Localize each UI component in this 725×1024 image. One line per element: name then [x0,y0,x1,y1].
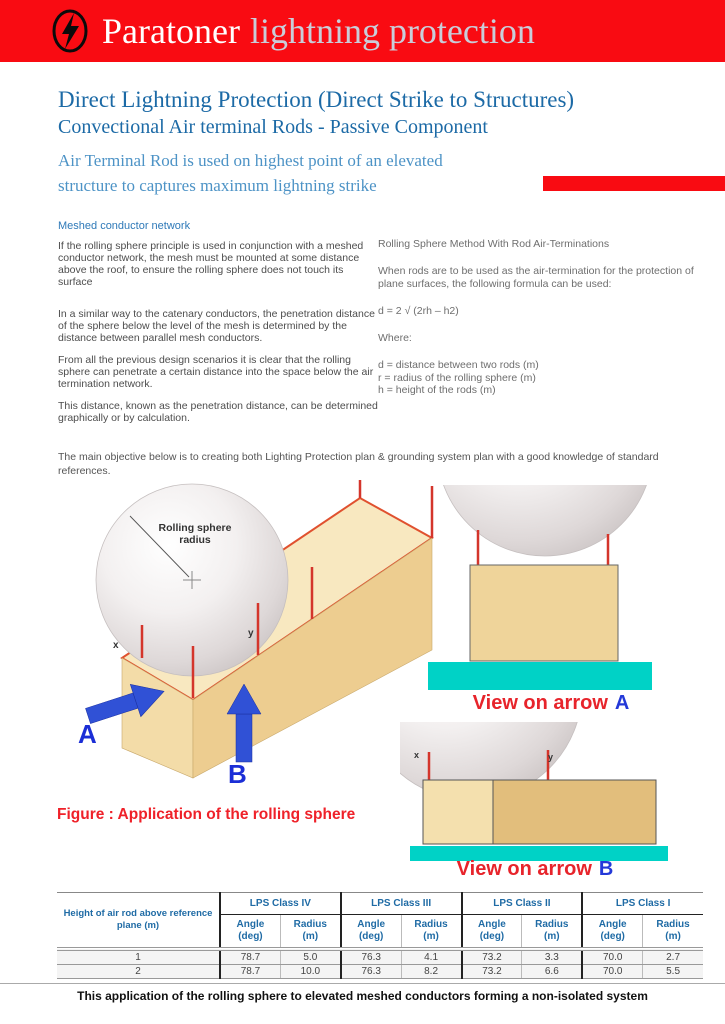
diagram-canvas [0,480,725,890]
section-heading-meshed: Meshed conductor network [58,220,191,232]
table-cell: 2.7 [643,949,703,965]
tagline-line: structure to captures maximum lightning strike [58,176,377,195]
formula-text: d = 2 √ (2rh – h2) [378,305,459,317]
axis-x-label: x [113,640,119,651]
header-banner [0,0,725,62]
angle-header: Angle (deg) [220,915,280,950]
table-row [57,965,703,979]
class-group-header: LPS Class I [582,893,703,915]
radius-header: Radius (m) [643,915,703,950]
arrow-b-label: B [228,759,247,789]
class-group-header: LPS Class III [341,893,462,915]
view-b-box-left [423,780,493,844]
lps-table [57,892,703,979]
axis-x-label: x [414,750,420,760]
body-paragraph: In a similar way to the catenary conductors, the penetration distance of the sphere below the level of the mesh is determined by the distance between parallel mesh conductors. [58,308,375,344]
table-cell: 73.2 [462,949,522,965]
tagline-line: Air Terminal Rod is used on highest point of an elevated [58,151,443,170]
body-paragraph: If the rolling sphere principle is used in conjunction with a meshed conductor network, the mesh must be mounted at some distance above the roof, to ensure the rolling sphere does not touch its surface [58,240,364,288]
table-cell: 76.3 [341,965,401,979]
axis-y-label: y [548,752,554,762]
view-b-box-right [493,780,656,844]
table-cell: 2 [57,965,220,979]
table-cell: 3.3 [522,949,582,965]
table-cell: 70.0 [582,949,642,965]
table-cell: 78.7 [220,965,280,979]
class-group-header: LPS Class II [462,893,583,915]
view-label-text: View on arrow [456,858,592,880]
lps-table-container [57,892,703,979]
footer-rule [0,983,725,984]
table-cell: 8.2 [401,965,461,979]
view-b-label [400,858,670,881]
table-cell: 73.2 [462,965,522,979]
right-column [378,238,708,397]
definition-line: r = radius of the rolling sphere (m) [378,371,536,384]
table-cell: 10.0 [280,965,340,979]
axis-y-label: y [248,628,254,639]
table-cell: 5.5 [643,965,703,979]
view-a-box [470,565,618,661]
brand-name: Paratoner [102,11,240,51]
body-paragraph: This distance, known as the penetration distance, can be determined graphically or by calculation. [58,400,378,424]
view-letter: B [598,858,614,880]
angle-header: Angle (deg) [462,915,522,950]
body-paragraph: From all the previous design scenarios it is clear that the rolling sphere can penetrate a certain distance into the space below the air termination network. [58,354,374,390]
where-label: Where: [378,332,412,344]
table-row-header: Height of air rod above reference plane (m) [57,893,220,950]
table-row [57,949,703,965]
view-a-sphere [437,480,653,556]
page-subtitle: Convectional Air terminal Rods - Passive Component [58,116,488,138]
table-cell: 70.0 [582,965,642,979]
table-cell: 4.1 [401,949,461,965]
footer-text: This application of the rolling sphere to elevated meshed conductors forming a non-isolated system [77,989,648,1003]
angle-header: Angle (deg) [341,915,401,950]
intro-block [58,86,708,198]
table-cell: 1 [57,949,220,965]
angle-header: Angle (deg) [582,915,642,950]
right-intro: When rods are to be used as the air-termination for the protection of plane surfaces, the following formula can be used: [378,265,694,290]
table-cell: 76.3 [341,949,401,965]
sphere-radius-label: Rolling sphere radius [158,522,232,546]
left-column [58,220,378,424]
class-group-header: LPS Class IV [220,893,341,915]
figure-caption: Figure : Application of the rolling sphere [57,806,356,823]
definition-line: d = distance between two rods (m) [378,359,539,371]
definition-line: h = height of the rods (m) [378,384,496,396]
brand-suffix: lightning protection [249,11,535,51]
arrow-a-label: A [78,719,97,749]
radius-header: Radius (m) [522,915,582,950]
page-title: Direct Lightning Protection (Direct Strike to Structures) [58,87,575,112]
right-heading: Rolling Sphere Method With Rod Air-Terminations [378,238,610,250]
radius-header: Radius (m) [401,915,461,950]
view-a-label [428,692,674,715]
table-cell: 5.0 [280,949,340,965]
view-letter: A [614,692,630,714]
view-a-ground-bar [428,662,652,690]
table-cell: 6.6 [522,965,582,979]
view-label-text: View on arrow [472,692,608,714]
table-cell: 78.7 [220,949,280,965]
radius-header: Radius (m) [280,915,340,950]
logo-lightning-icon [50,8,90,54]
objective-text: The main objective below is to creating both Lighting Protection plan & grounding system plan with a good knowledge of standard references. [58,451,659,477]
